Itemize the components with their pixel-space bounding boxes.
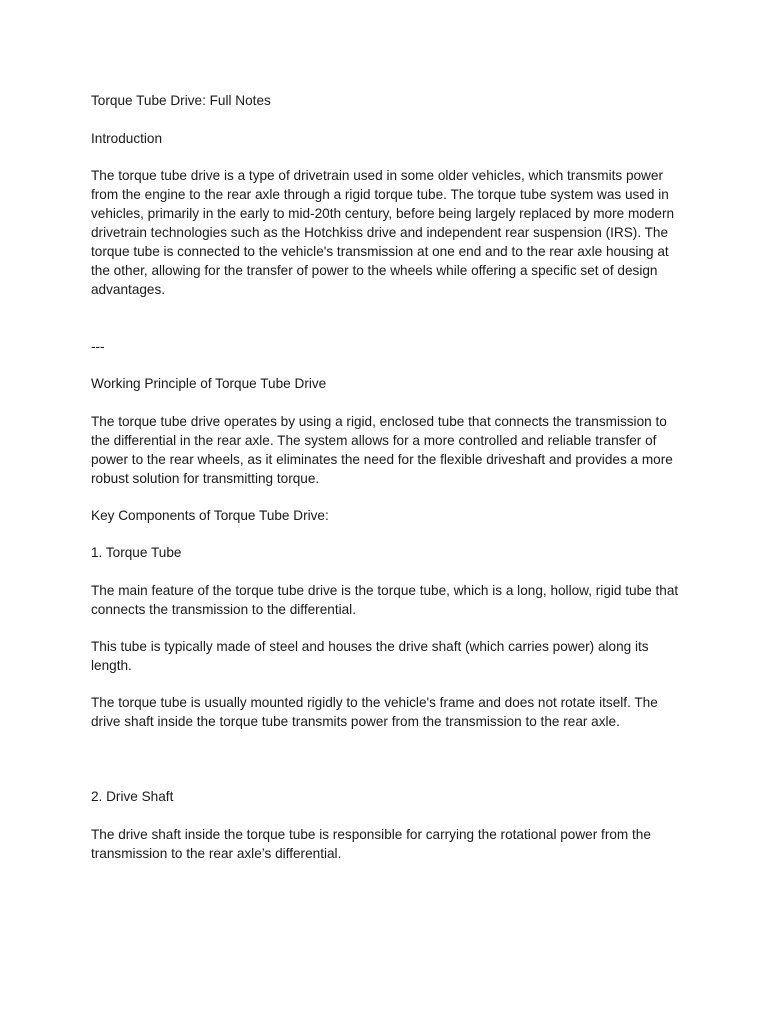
torque-tube-heading: 1. Torque Tube	[91, 545, 182, 560]
key-components-heading: Key Components of Torque Tube Drive:	[91, 508, 329, 523]
document-title: Torque Tube Drive: Full Notes	[91, 93, 271, 108]
working-principle-heading: Working Principle of Torque Tube Drive	[91, 376, 327, 391]
intro-paragraph: The torque tube drive is a type of drivetrain used in some older vehicles, which transmits power from the engine to the rear axle through a rigid torque tube. The torque tube system was used in vehicles, primarily in the early to mid-20th century, before being largely replaced by more modern drivetrain technologies such as the Hotchkiss drive and independent rear suspension (IRS). The torque tube is connected to the vehicle's transmission at one end and to the rear axle housing at the other, allowing for the transfer of power to the wheels while offering a specific set of design advantages.	[91, 168, 675, 297]
torque-tube-paragraph-3: The torque tube is usually mounted rigidly to the vehicle's frame and does not rotate itself. The drive shaft inside the torque tube transmits power from the transmission to the rear axle.	[91, 695, 658, 729]
working-principle-paragraph: The torque tube drive operates by using a rigid, enclosed tube that connects the transmission to the differential in the rear axle. The system allows for a more controlled and reliable transfer of power to the rear wheels, as it eliminates the need for the flexible driveshaft and provides a more robust solution for transmitting torque.	[91, 414, 673, 486]
torque-tube-paragraph-1: The main feature of the torque tube drive is the torque tube, which is a long, hollow, rigid tube that connects the transmission to the differential.	[91, 583, 679, 617]
drive-shaft-heading: 2. Drive Shaft	[91, 789, 174, 804]
drive-shaft-paragraph-1: The drive shaft inside the torque tube is responsible for carrying the rotational power from the transmission to the rear axle’s differential.	[91, 827, 651, 861]
separator: ---	[91, 339, 105, 354]
torque-tube-paragraph-2: This tube is typically made of steel and houses the drive shaft (which carries power) along its length.	[91, 639, 649, 673]
intro-heading: Introduction	[91, 131, 163, 146]
